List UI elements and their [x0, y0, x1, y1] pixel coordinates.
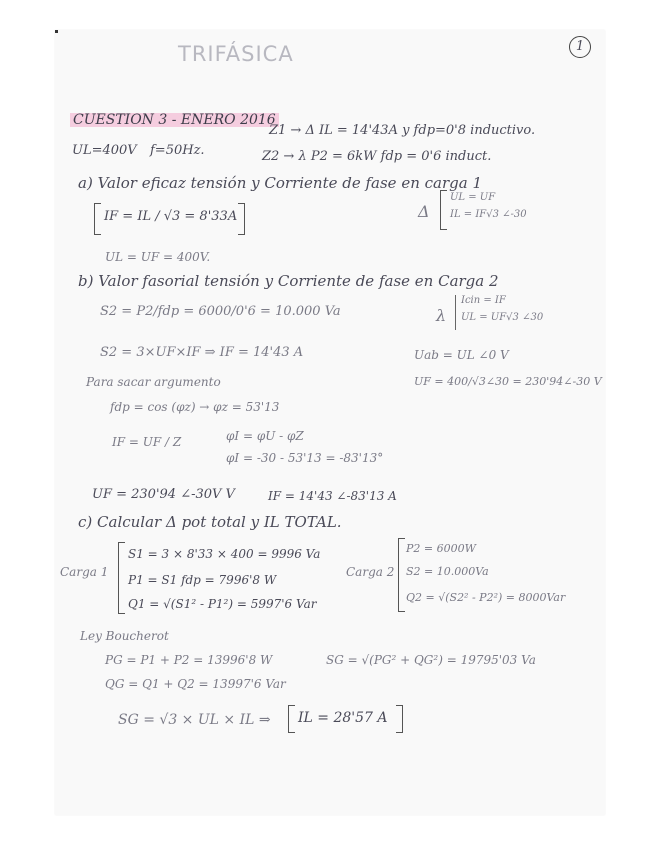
part-c-title: c) Calcular Δ pot total y IL TOTAL.	[78, 513, 342, 531]
star-relation-voltage: UL = UF√3 ∠30	[461, 312, 544, 323]
boucherot-heading: Ley Boucherot	[80, 629, 169, 643]
carga2-apparent-power: S2 = 10.000Va	[406, 565, 489, 578]
part-b-s2-power-equation: S2 = 3×UF×IF ⇒ IF = 14'43 A	[100, 345, 304, 360]
z2-data: Z2 → λ P2 = 6kW fdp = 0'6 induct.	[262, 149, 492, 164]
carga1-label: Carga 1	[60, 565, 109, 579]
final-line-current-result: IL = 28'57 A	[298, 710, 388, 726]
if-fraction: IF = UF / Z	[112, 435, 182, 449]
delta-relation-voltage: UL = UF	[450, 192, 496, 203]
question-heading: CUESTION 3 - ENERO 2016	[70, 113, 279, 127]
part-b-s2-equation: S2 = P2/fdp = 6000/0'6 = 10.000 Va	[100, 304, 341, 319]
part-b-result-voltage: UF = 230'94 ∠-30V V	[92, 487, 235, 502]
phi-i-value: φI = -30 - 53'13 = -83'13°	[226, 451, 384, 465]
part-a-title: a) Valor eficaz tensión y Corriente de fase en carga 1	[78, 174, 483, 192]
total-active-power: PG = P1 + P2 = 13996'8 W	[105, 653, 273, 667]
part-b-result-current: IF = 14'43 ∠-83'13 A	[268, 489, 397, 503]
argument-heading: Para sacar argumento	[86, 375, 221, 389]
carga2-label: Carga 2	[346, 565, 395, 579]
delta-relation-current: IL = IF√3 ∠-30	[450, 209, 527, 220]
uab-phasor: Uab = UL ∠0 V	[414, 348, 509, 362]
carga2-reactive-power: Q2 = √(S2² - P2²) = 8000Var	[406, 591, 566, 604]
carga1-reactive-power: Q1 = √(S1² - P1²) = 5997'6 Var	[128, 597, 317, 611]
bracket-left	[288, 705, 295, 733]
page-title: TRIFÁSICA	[178, 42, 294, 66]
phi-i-equation: φI = φU - φZ	[226, 429, 304, 443]
delta-symbol: Δ	[418, 202, 430, 221]
notebook-page	[55, 30, 605, 815]
part-a-if-equation: IF = IL / √3 = 8'33A	[104, 209, 238, 224]
bracket-right	[396, 705, 403, 733]
z1-data: Z1 → Δ IL = 14'43A y fdp=0'8 inductivo.	[269, 123, 536, 138]
total-reactive-power: QG = Q1 + Q2 = 13997'6 Var	[105, 677, 286, 691]
bracket-left	[455, 295, 456, 330]
part-b-title: b) Valor fasorial tensión y Corriente de fase en Carga 2	[78, 272, 499, 290]
bracket-left	[398, 538, 405, 612]
given-voltage: UL=400V	[72, 143, 137, 158]
star-relation-current: Icin = IF	[461, 295, 506, 306]
part-a-ul-equation: UL = UF = 400V.	[105, 250, 211, 264]
page-number-badge: 1	[569, 36, 591, 58]
given-frequency: f=50Hz.	[150, 143, 205, 158]
bracket-left	[118, 542, 125, 614]
carga1-apparent-power: S1 = 3 × 8'33 × 400 = 9996 Va	[128, 547, 321, 561]
total-apparent-power: SG = √(PG² + QG²) = 19795'03 Va	[326, 653, 536, 667]
fdp-equation: fdp = cos (φz) → φz = 53'13	[110, 400, 280, 414]
uf-phasor: UF = 400/√3∠30 = 230'94∠-30 V	[414, 375, 602, 388]
carga2-active-power: P2 = 6000W	[406, 542, 476, 555]
final-equation: SG = √3 × UL × IL ⇒	[118, 712, 271, 728]
carga1-active-power: P1 = S1 fdp = 7996'8 W	[128, 573, 277, 587]
bracket-right	[238, 203, 245, 235]
bracket-left	[440, 190, 447, 230]
star-symbol: λ	[436, 306, 447, 325]
bracket-left	[94, 203, 101, 235]
